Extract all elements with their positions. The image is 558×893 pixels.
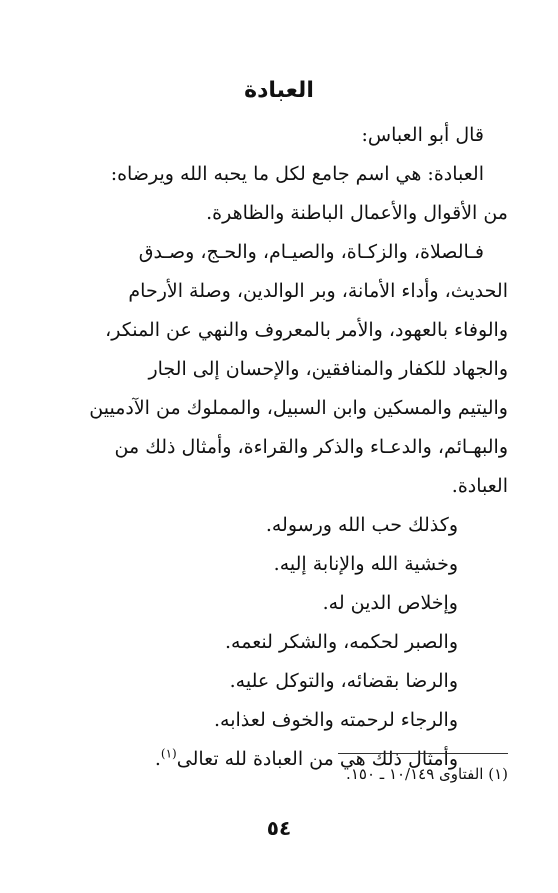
body-text <box>53 116 508 779</box>
text-line: والصبر لحكمه، والشكر لنعمه. <box>225 631 458 653</box>
text-line: والبهـائم، والدعـاء والذكر والقراءة، وأمثال ذلك من <box>114 436 508 458</box>
text-line: وخشية الله والإنابة إليه. <box>273 553 458 575</box>
text-line: من الأقوال والأعمال الباطنة والظاهرة. <box>206 202 508 224</box>
text-line: والرجاء لرحمته والخوف لعذابه. <box>214 709 458 731</box>
text-line: وإخلاص الدين له. <box>322 592 458 614</box>
page-title: العبادة <box>244 78 314 103</box>
footnote: (١) الفتاوى ١٠/١٤٩ ـ ١٥٠. <box>346 765 508 783</box>
text-line: وكذلك حب الله ورسوله. <box>265 514 458 536</box>
footnote-divider <box>338 753 508 754</box>
last-line-end: . <box>154 748 161 770</box>
text-line: فـالصلاة، والزكـاة، والصيـام، والحـج، وصـدق <box>138 241 484 263</box>
text-line: قال أبو العباس: <box>361 124 484 146</box>
text-line: الحديث، وأداء الأمانة، وبر الوالدين، وصلة الأرحام <box>128 280 508 302</box>
text-line: والجهاد للكفار والمنافقين، والإحسان إلى الجار <box>148 358 508 380</box>
text-line: والوفاء بالعهود، والأمر بالمعروف والنهي عن المنكر، <box>105 319 508 341</box>
page-number: ٥٤ <box>266 816 292 840</box>
text-line: واليتيم والمسكين وابن السبيل، والمملوك من الآدميين <box>89 397 508 419</box>
footnote-reference[interactable]: (١) <box>160 746 177 761</box>
text-line: والرضا بقضائه، والتوكل عليه. <box>229 670 458 692</box>
text-line: العبادة. <box>451 475 508 497</box>
text-line: العبادة: هي اسم جامع لكل ما يحبه الله ويرضاه: <box>110 163 484 185</box>
last-line-text: وأمثال ذلك هي من العبادة لله تعالى <box>176 748 458 770</box>
